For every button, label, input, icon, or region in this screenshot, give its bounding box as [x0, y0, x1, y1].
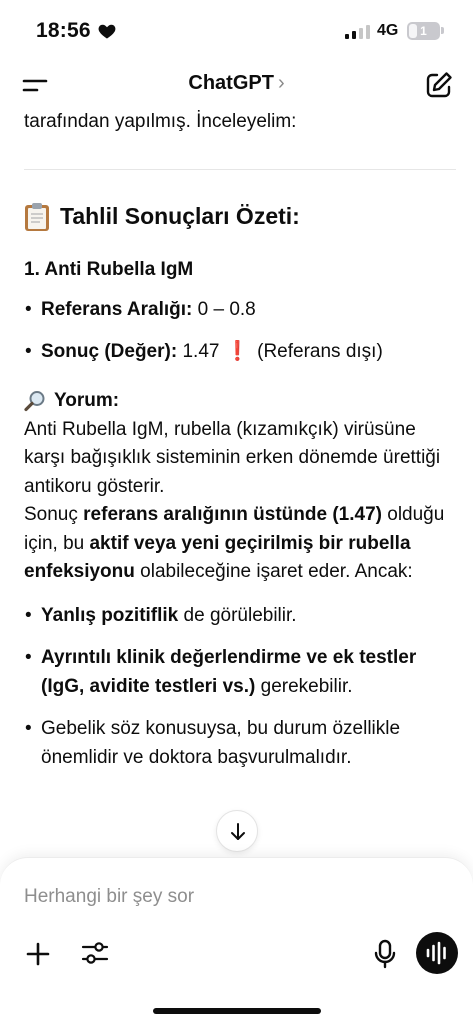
prompt-input[interactable]: [24, 882, 444, 912]
caveat-text: Gebelik söz konusuysa, bu durum özellikle önemlidir ve doktora başvurulmalıdır.: [41, 718, 401, 768]
summary-heading: [24, 200, 456, 234]
network-type: 4G: [377, 22, 399, 39]
model-selector[interactable]: [0, 72, 473, 95]
signal-strength-icon: [345, 25, 371, 39]
comment-paragraph-1: Anti Rubella IgM, rubella (kızamıkçık) virüsüne karşı bağışıklık sisteminin erken dönemde ürettiği antikoru gösterir.: [24, 418, 441, 497]
para2-bold-2: aktif veya yeni geçirilmiş bir rubella enfeksiyonu: [24, 532, 411, 582]
page-title: ChatGPT: [188, 72, 274, 94]
caveat-bold: Ayrıntılı klinik değerlendirme ve ek testler (IgG, avidite testleri vs.): [41, 647, 417, 697]
battery-icon: [407, 22, 440, 40]
message-text-top: tarafından yapılmış. İnceleyelim:: [24, 111, 297, 132]
list-item: [24, 602, 456, 631]
para2-text-1: Sonuç: [24, 504, 84, 525]
exclamation-icon: ❗: [225, 340, 250, 362]
comment-heading: [24, 387, 456, 416]
comment-heading-text: Yorum:: [54, 390, 120, 411]
new-chat-icon[interactable]: [424, 70, 454, 100]
chevron-right-icon: ›: [277, 72, 285, 94]
para2-bold-1: referans aralığının üstünde (1.47): [83, 504, 382, 525]
result-label: Sonuç (Değer):: [41, 340, 178, 362]
reference-label: Referans Aralığı:: [41, 299, 193, 320]
composer: [0, 857, 473, 1024]
caveat-list: [24, 602, 456, 773]
scroll-to-bottom-button[interactable]: [216, 810, 258, 852]
comment-paragraph-2: [24, 501, 456, 587]
sliders-icon[interactable]: [80, 938, 110, 968]
caveat-bold: Yanlış pozitiflik: [41, 604, 179, 626]
test-title: 1. Anti Rubella IgM: [24, 258, 194, 280]
result-value: 1.47: [182, 340, 220, 362]
list-item: [24, 644, 456, 701]
clipboard-icon: [24, 202, 50, 232]
arrow-down-icon: [228, 822, 248, 842]
summary-heading-text: Tahlil Sonuçları Özeti:: [60, 203, 300, 230]
battery-cap: [441, 27, 444, 34]
status-bar: [0, 0, 473, 62]
voice-mode-icon: [424, 940, 450, 966]
home-indicator: [153, 1008, 321, 1014]
status-time: 18:56: [36, 19, 91, 42]
list-item: [24, 715, 456, 772]
list-item: [24, 296, 456, 325]
plus-icon[interactable]: [24, 940, 52, 968]
heart-icon: [97, 21, 117, 41]
divider: [24, 169, 456, 170]
result-list: [24, 296, 456, 366]
result-note: (Referans dışı): [257, 340, 383, 362]
caveat-text: de görülebilir.: [178, 604, 297, 626]
microphone-icon[interactable]: [371, 938, 399, 970]
list-item: [24, 338, 456, 367]
nav-bar: [0, 62, 473, 108]
para2-text-2: olduğu için, bu: [24, 504, 445, 554]
magnifier-icon: [24, 390, 46, 412]
assistant-message: [24, 108, 456, 848]
reference-value: 0 – 0.8: [197, 299, 256, 320]
caveat-text: gerekebilir.: [255, 675, 353, 697]
para2-text-3: olabileceğine işaret eder. Ancak:: [134, 561, 413, 582]
battery-level: 1: [420, 24, 427, 38]
voice-mode-button[interactable]: [416, 932, 458, 974]
